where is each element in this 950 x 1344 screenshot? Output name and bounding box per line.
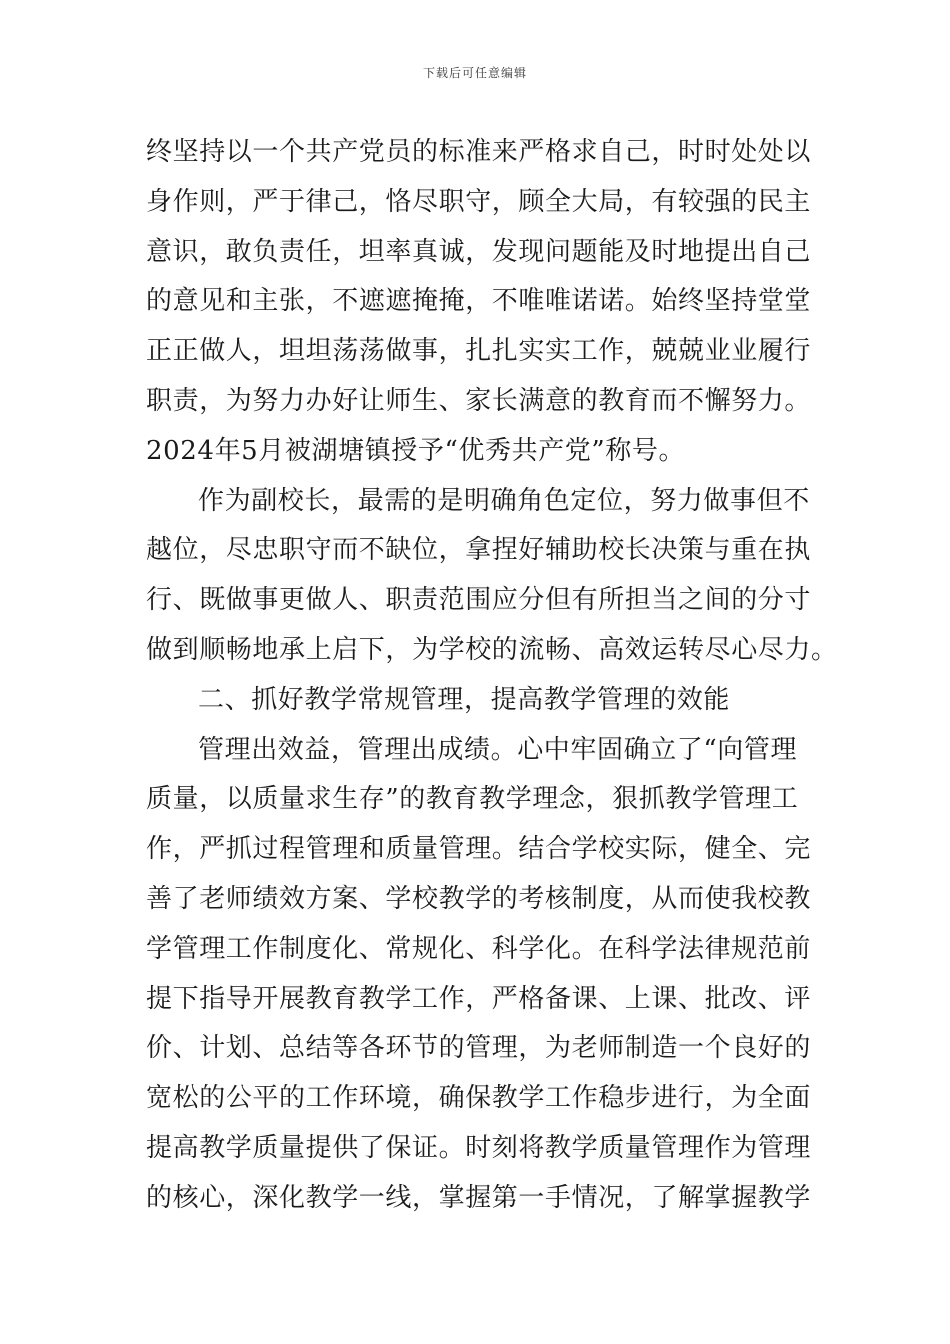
text-line: 终坚持以一个共产党员的标准来严格求自己，时时处处以 [146, 137, 812, 167]
text-line: 宽松的公平的工作环境，确保教学工作稳步进行，为全面 [146, 1083, 812, 1114]
text-line: 2024年5月被湖塘镇授予“优秀共产党”称号。 [146, 435, 686, 466]
paragraph-first-line: 作为副校长，最需的是明确角色定位，努力做事但不 [198, 485, 810, 516]
text-line: 身作则，严于律己，恪尽职守，顾全大局，有较强的民主 [146, 186, 812, 217]
text-line: 越位，尽忠职守而不缺位，拿捏好辅助校长决策与重在执 [146, 535, 812, 566]
text-line: 的核心，深化教学一线，掌握第一手情况，了解掌握教学 [146, 1182, 812, 1213]
text-line: 职责，为努力办好让师生、家长满意的教育而不懈努力。 [146, 385, 812, 416]
text-line: 正正做人，坦坦荡荡做事，扎扎实实工作，兢兢业业履行 [146, 336, 812, 367]
section-heading: 二、抓好教学常规管理，提高教学管理的效能 [198, 684, 731, 715]
text-line: 的意见和主张，不遮遮掩掩，不唯唯诺诺。始终坚持堂堂 [146, 286, 812, 317]
text-line: 意识，敢负责任，坦率真诚，发现问题能及时地提出自己 [146, 236, 812, 267]
text-line: 学管理工作制度化、常规化、科学化。在科学法律规范前 [146, 933, 812, 964]
text-line: 行、既做事更做人、职责范围应分但有所担当之间的分寸 [146, 585, 812, 616]
text-line: 提高教学质量提供了保证。时刻将教学质量管理作为管理 [146, 1132, 812, 1163]
text-line: 做到顺畅地承上启下，为学校的流畅、高效运转尽心尽力。 [146, 634, 838, 665]
paragraph-first-line: 管理出效益，管理出成绩。心中牢固确立了“向管理 [198, 734, 798, 765]
text-line: 价、计划、总结等各环节的管理，为老师制造一个良好的 [146, 1033, 812, 1064]
page-header: 下载后可任意编辑 [422, 66, 527, 80]
text-line: 质量，以质量求生存”的教育教学理念，狠抓教学管理工 [146, 784, 799, 815]
text-line: 作，严抓过程管理和质量管理。结合学校实际，健全、完 [146, 834, 812, 865]
document-body [146, 128, 838, 1224]
text-line: 提下指导开展教育教学工作，严格备课、上课、批改、评 [146, 983, 812, 1014]
text-line: 善了老师绩效方案、学校教学的考核制度，从而使我校教 [146, 883, 812, 914]
